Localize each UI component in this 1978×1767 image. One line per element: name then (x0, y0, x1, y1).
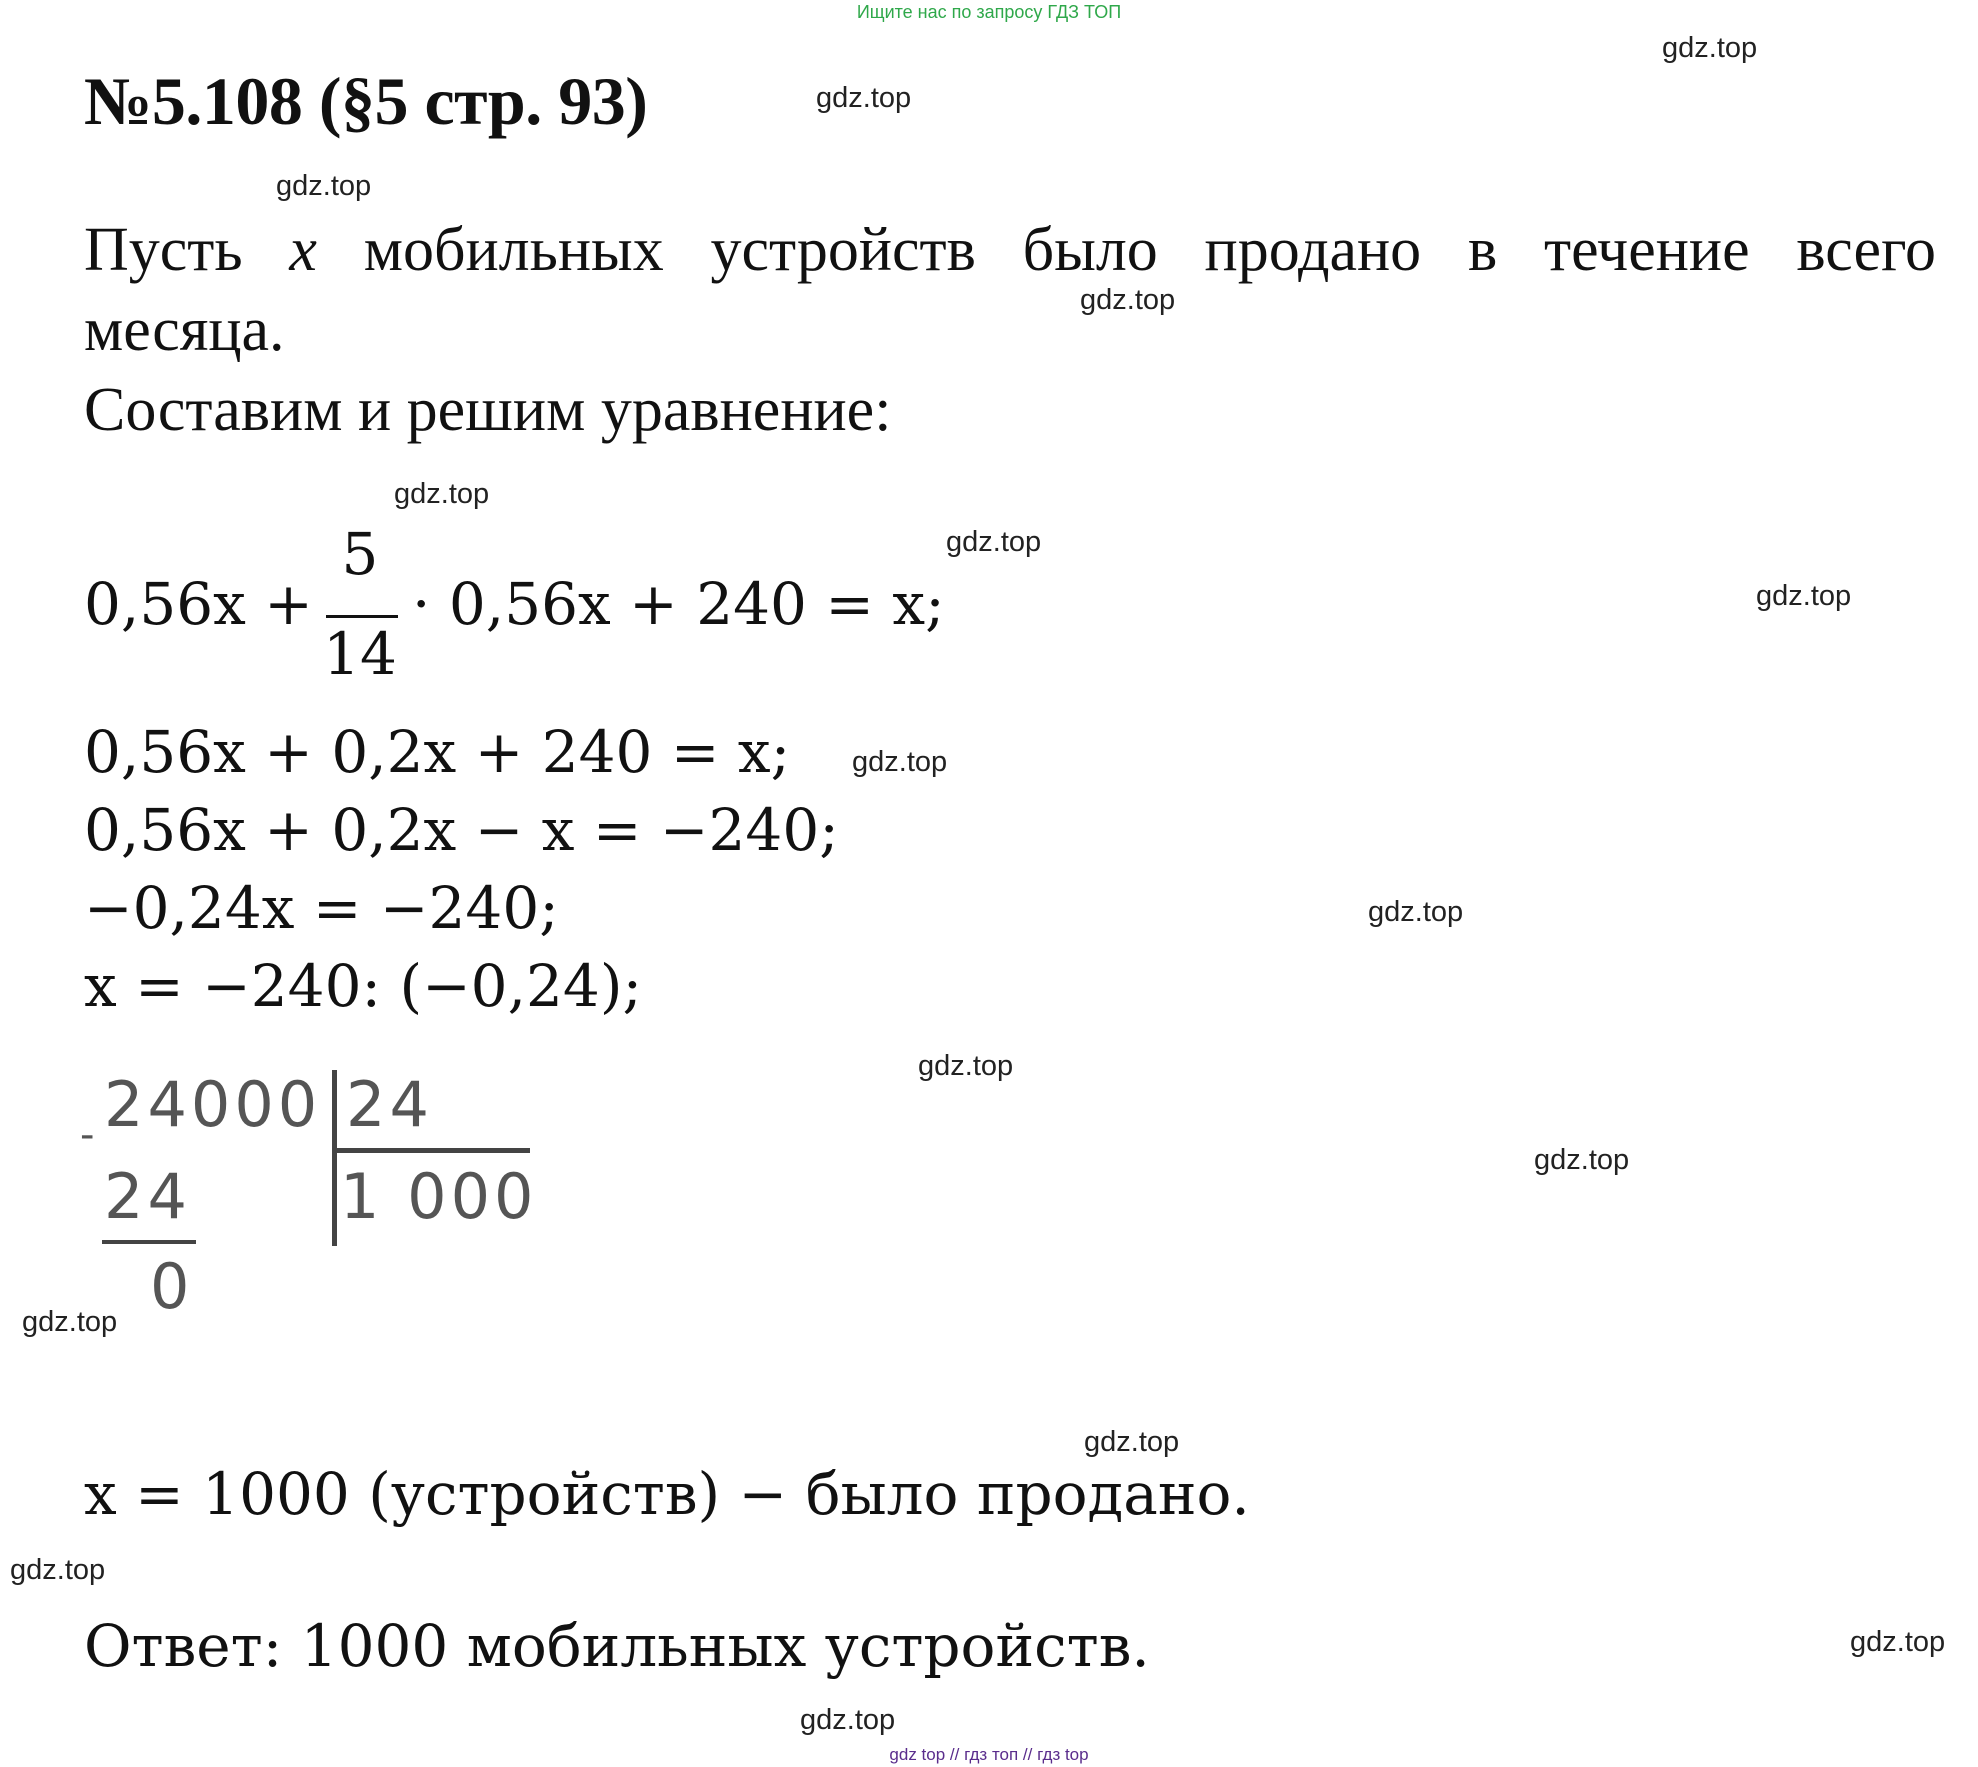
word: в (1467, 216, 1498, 284)
watermark: gdz.top (1662, 32, 1758, 64)
equation-2: 0,56x + 0,2x + 240 = x; (84, 718, 791, 786)
text-line-2: месяца. (84, 296, 285, 364)
word: течение (1543, 216, 1750, 284)
word: было (1022, 216, 1158, 284)
watermark: gdz.top (1084, 1426, 1180, 1458)
watermark: gdz.top (918, 1050, 1014, 1082)
top-banner: Ищите нас по запросу ГДЗ ТОП (856, 2, 1122, 22)
text-line-1 (84, 212, 1936, 288)
division-minus-sign: - (80, 1112, 99, 1158)
watermark: gdz.top (1368, 896, 1464, 928)
answer-line: Ответ: 1000 мобильных устройств. (84, 1612, 1150, 1680)
word: Пусть (84, 216, 243, 284)
division-subtrahend: 24 (104, 1160, 191, 1233)
word: продано (1204, 216, 1422, 284)
watermark: gdz.top (816, 82, 912, 114)
problem-title: №5.108 (§5 стр. 93) (84, 63, 648, 139)
variable-x: x (289, 216, 317, 284)
division-subtraction-line (102, 1240, 196, 1244)
result-line: x = 1000 (устройств) − было продано. (84, 1460, 1250, 1528)
watermark: gdz.top (1756, 580, 1852, 612)
equation-3: 0,56x + 0,2x − x = −240; (84, 796, 839, 864)
watermark: gdz.top (852, 746, 948, 778)
text-line-3: Составим и решим уравнение: (84, 376, 892, 444)
fraction-denominator: 14 (323, 620, 397, 688)
fraction-numerator: 5 (341, 520, 379, 588)
equation-1-right: · 0,56x + 240 = x; (412, 570, 945, 638)
watermark: gdz.top (800, 1704, 896, 1736)
footer-links: gdz top // гдз топ // гдз top (889, 1745, 1089, 1764)
watermark: gdz.top (394, 478, 490, 510)
word: всего (1796, 216, 1936, 284)
division-remainder: 0 (150, 1250, 194, 1323)
equation-5: x = −240: (−0,24); (84, 952, 642, 1020)
watermark: gdz.top (276, 170, 372, 202)
watermark: gdz.top (1534, 1144, 1630, 1176)
fraction-bar (326, 615, 398, 618)
division-horizontal-line (332, 1148, 530, 1153)
division-quotient: 1 000 (340, 1160, 538, 1233)
watermark: gdz.top (10, 1554, 106, 1586)
division-vertical-line (332, 1070, 337, 1246)
watermark: gdz.top (946, 526, 1042, 558)
equation-4: −0,24x = −240; (84, 874, 559, 942)
watermark: gdz.top (1850, 1626, 1946, 1658)
watermark: gdz.top (1080, 284, 1176, 316)
watermark: gdz.top (22, 1306, 118, 1338)
division-divisor: 24 (346, 1068, 433, 1141)
word: мобильных (363, 216, 664, 284)
word: устройств (710, 216, 976, 284)
division-dividend: 24000 (104, 1068, 322, 1141)
equation-1-left: 0,56x + (84, 570, 313, 638)
